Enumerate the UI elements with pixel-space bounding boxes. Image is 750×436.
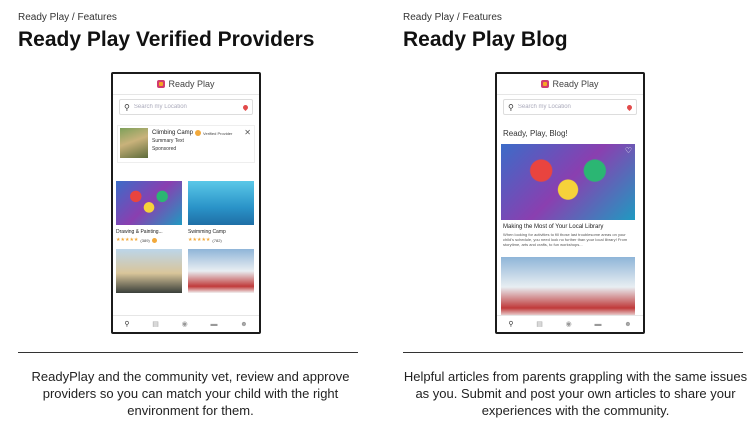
article-image[interactable] — [501, 257, 635, 317]
close-icon[interactable]: ✕ — [244, 128, 251, 137]
card-image — [188, 181, 254, 225]
globe-icon[interactable]: ◉ — [181, 321, 188, 328]
verified-providers-panel — [18, 0, 368, 436]
search-input[interactable] — [518, 104, 623, 110]
card-image — [188, 249, 254, 293]
verified-label: Verified Provider — [203, 130, 233, 136]
location-pin-icon[interactable] — [626, 103, 633, 110]
ready-play-logo-icon — [541, 80, 549, 88]
verified-badge-icon — [195, 130, 201, 136]
provider-card[interactable] — [116, 249, 182, 293]
search-icon[interactable]: ⚲ — [124, 321, 130, 328]
star-rating-icon: ★★★★★ — [188, 237, 211, 243]
provider-card[interactable] — [188, 181, 254, 243]
page-title: Ready Play Verified Providers — [18, 28, 315, 51]
card-image — [116, 249, 182, 293]
provider-grid — [116, 181, 256, 293]
feature-description: Helpful articles from parents grappling with the same issues as you. Submit and post your own articles to share your experiences with the community. — [403, 369, 748, 418]
sponsored-tag: Sponsored — [152, 146, 177, 152]
verified-badge-icon — [152, 238, 157, 243]
review-count: (782) — [212, 237, 222, 243]
calendar-icon[interactable]: ▤ — [536, 321, 543, 328]
profile-icon[interactable]: ☻ — [240, 320, 248, 328]
listing-title: Climbing Camp — [152, 130, 194, 136]
breadcrumb: Ready Play / Features — [18, 12, 117, 23]
search-icon[interactable]: ⚲ — [508, 102, 514, 112]
calendar-icon[interactable]: ▤ — [152, 321, 159, 328]
location-pin-icon[interactable] — [242, 103, 249, 110]
search-input[interactable] — [134, 104, 239, 110]
article-title[interactable]: Making the Most of Your Local Library — [503, 224, 604, 230]
phone-mockup-providers — [111, 72, 261, 334]
phone-mockup-blog — [495, 72, 645, 334]
search-icon[interactable]: ⚲ — [124, 102, 130, 112]
listing-summary: Summary Text — [152, 138, 184, 144]
listing-thumbnail — [120, 128, 148, 158]
heart-icon[interactable]: ♡ — [624, 146, 632, 155]
star-rating-icon: ★★★★★ — [116, 237, 139, 243]
brand-name: Ready Play — [552, 79, 599, 89]
provider-card[interactable] — [188, 249, 254, 293]
profile-icon[interactable]: ☻ — [624, 320, 632, 328]
app-header — [497, 74, 643, 95]
chat-icon[interactable]: ▬ — [594, 320, 602, 328]
chat-icon[interactable]: ▬ — [210, 320, 218, 328]
review-count: (389) — [140, 237, 150, 243]
divider — [403, 352, 743, 353]
globe-icon[interactable]: ◉ — [565, 321, 572, 328]
card-caption: Swimming Camp — [188, 229, 226, 235]
provider-card[interactable] — [116, 181, 182, 243]
article-excerpt: When looking for activities to fill those last troublesome areas on your child's schedule, you need look no further than your local library! From storytime, arts and crafts, to fun workshops... — [503, 232, 628, 247]
divider — [18, 352, 358, 353]
blog-panel — [403, 0, 750, 436]
feature-description: ReadyPlay and the community vet, review and approve providers so you can match your child with the right environment for them. — [31, 369, 350, 418]
search-icon[interactable]: ⚲ — [508, 321, 514, 328]
card-image — [116, 181, 182, 225]
blog-header: Ready, Play, Blog! — [503, 129, 568, 138]
sponsored-listing[interactable] — [117, 125, 255, 163]
bottom-tab-bar — [113, 315, 259, 332]
search-bar[interactable] — [503, 99, 637, 115]
ready-play-logo-icon — [157, 80, 165, 88]
brand-name: Ready Play — [168, 79, 215, 89]
card-caption: Drawing & Painting... — [116, 229, 163, 235]
bottom-tab-bar — [497, 315, 643, 332]
app-header — [113, 74, 259, 95]
page-title: Ready Play Blog — [403, 28, 568, 51]
search-bar[interactable] — [119, 99, 253, 115]
article-image[interactable] — [501, 144, 635, 220]
breadcrumb: Ready Play / Features — [403, 12, 502, 23]
